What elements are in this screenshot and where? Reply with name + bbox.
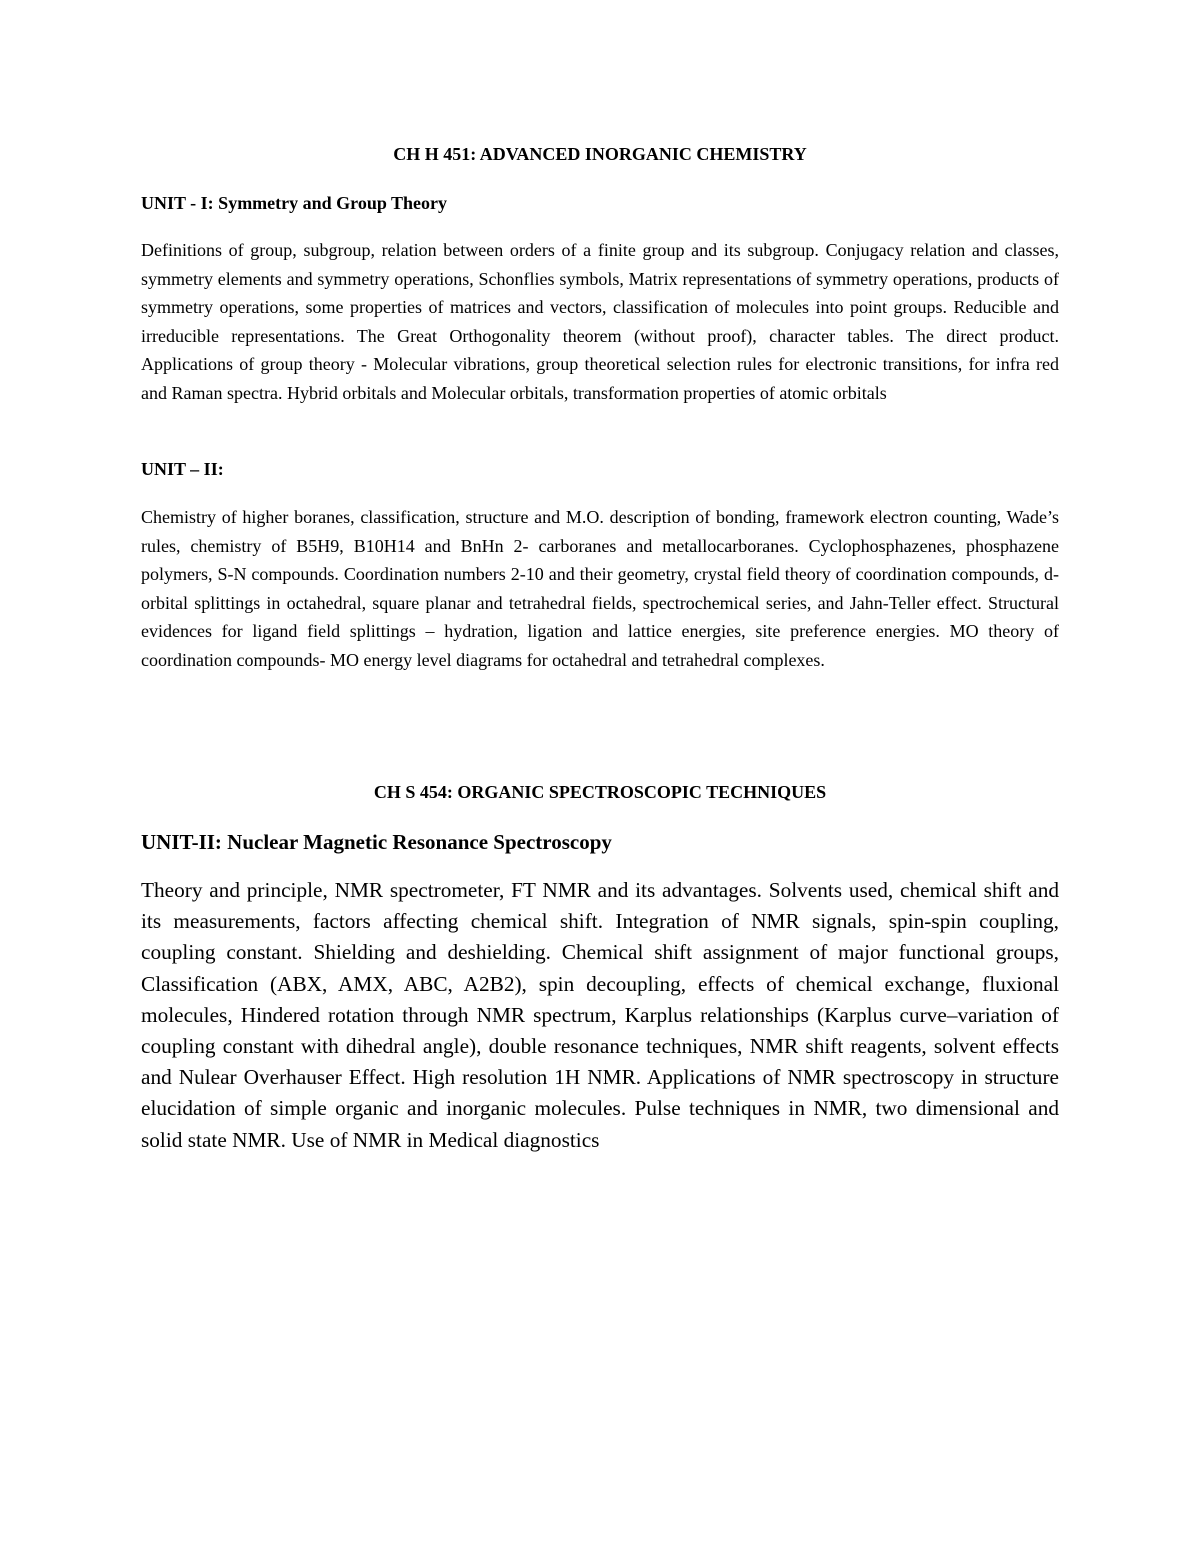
course-title-spectroscopy: CH S 454: ORGANIC SPECTROSCOPIC TECHNIQUES: [373, 782, 827, 802]
unit-2-heading: UNIT – II:: [141, 459, 224, 479]
course-title-inorganic: CH H 451: ADVANCED INORGANIC CHEMISTRY: [393, 144, 807, 164]
nmr-unit-heading: UNIT-II: Nuclear Magnetic Resonance Spectroscopy: [141, 830, 612, 854]
unit-1-heading: UNIT - I: Symmetry and Group Theory: [141, 193, 448, 213]
unit-1-description: Definitions of group, subgroup, relation between orders of a finite group and its subgroup. Conjugacy relation and classes, symmetry elements and symmetry operations, Schonflies symbols, Matrix representations of symmetry operations, products of symmetry operations, some properties of matrices and vectors, classification of molecules into point groups. Reducible and irreducible representations. The Great Orthogonality theorem (without proof), character tables. The direct product. Applications of group theory - Molecular vibrations, group theoretical selection rules for electronic transitions, for infra red and Raman spectra. Hybrid orbitals and Molecular orbitals, transformation properties of atomic orbitals: [141, 240, 1059, 403]
nmr-unit-description: Theory and principle, NMR spectrometer, FT NMR and its advantages. Solvents used, chemical shift and its measurements, factors affecting chemical shift. Integration of NMR signals, spin-spin coupling, coupling constant. Shielding and deshielding. Chemical shift assignment of major functional groups, Classification (ABX, AMX, ABC, A2B2), spin decoupling, effects of chemical exchange, fluxional molecules, Hindered rotation through NMR spectrum, Karplus relationships (Karplus curve–variation of coupling constant with dihedral angle), double resonance techniques, NMR shift reagents, solvent effects and Nulear Overhauser Effect. High resolution 1H NMR. Applications of NMR spectroscopy in structure elucidation of simple organic and inorganic molecules. Pulse techniques in NMR, two dimensional and solid state NMR. Use of NMR in Medical diagnostics: [141, 878, 1059, 1152]
unit-2-description: Chemistry of higher boranes, classification, structure and M.O. description of bonding, framework electron counting, Wade’s rules, chemistry of B5H9, B10H14 and BnHn 2- carboranes and metallocarboranes. Cyclophosphazenes, phosphazene polymers, S-N compounds. Coordination numbers 2-10 and their geometry, crystal field theory of coordination compounds, d-orbital splittings in octahedral, square planar and tetrahedral fields, spectrochemical series, and Jahn-Teller effect. Structural evidences for ligand field splittings – hydration, ligation and lattice energies, site preference energies. MO theory of coordination compounds- MO energy level diagrams for octahedral and tetrahedral complexes.: [141, 507, 1059, 670]
